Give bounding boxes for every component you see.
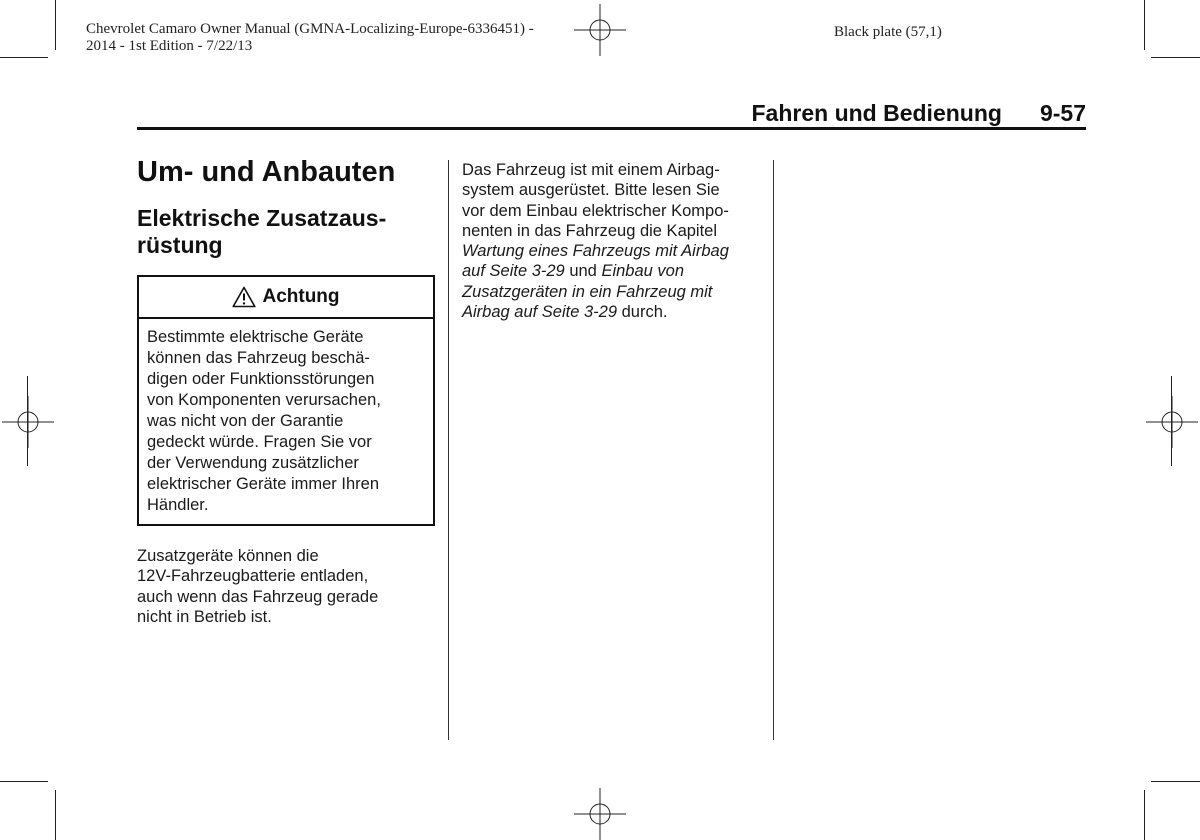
cross-reference-link[interactable]: Wartung eines Fahrzeugs mit Airbag xyxy=(462,242,729,261)
registration-mark-icon xyxy=(574,788,626,840)
header-rule xyxy=(137,127,1086,130)
caution-header xyxy=(139,277,433,319)
edition-line: 2014 - 1st Edition - 7/22/13 xyxy=(86,38,253,54)
print-metadata xyxy=(86,21,534,55)
chapter-title: Fahren und Bedienung xyxy=(751,100,1002,126)
crop-mark xyxy=(1151,781,1200,782)
manual-title-line: Chevrolet Camaro Owner Manual (GMNA-Localizing-Europe-6336451) - xyxy=(86,21,534,37)
crop-mark xyxy=(0,57,48,58)
body-paragraph: Zusatzgeräte können die 12V-Fahrzeugbatterie entladen, auch wenn das Fahrzeug gerade nicht in Betrieb ist. xyxy=(137,547,379,626)
plate-label: Black plate (57,1) xyxy=(834,24,942,40)
body-paragraph: Das Fahrzeug ist mit einem Airbag- system ausgerüstet. Bitte lesen Sie vor dem Einbau elektrischer Kompo- nenten in das Fahrzeug die Kapitel Wartung eines Fahrzeugs mit Airbag auf Seite 3-29 und Einbau von Zusatzgeräten in ein Fahrzeug mit Airbag auf Seite 3-29 durch. xyxy=(462,160,762,322)
crop-mark xyxy=(55,0,56,50)
warning-triangle-icon xyxy=(232,286,256,308)
registration-mark-icon xyxy=(574,4,626,56)
cross-reference-link[interactable]: auf Seite 3-29 xyxy=(462,262,565,281)
column-divider xyxy=(448,160,449,740)
cross-reference-link[interactable]: Airbag auf Seite 3-29 xyxy=(462,303,618,322)
page-number: 9-57 xyxy=(1039,100,1086,126)
caution-box xyxy=(137,275,435,526)
registration-mark-icon xyxy=(2,396,54,448)
crop-mark xyxy=(1171,376,1172,466)
caution-text: Bestimmte elektrische Geräte können das Fahrzeug beschä- digen oder Funktionsstörungen von Komponenten verursachen, was nicht von der Garantie gedeckt würde. Fragen Sie vor der Verwendung zusätzlicher elektrischer Geräte immer Ihren Händler. xyxy=(147,328,381,514)
column-left xyxy=(137,154,435,627)
crop-mark xyxy=(27,376,28,466)
column-middle xyxy=(462,160,762,322)
crop-mark xyxy=(0,781,48,782)
crop-mark xyxy=(55,790,56,840)
crop-mark xyxy=(1144,790,1145,840)
cross-reference-link[interactable]: Zusatzgeräten in ein Fahrzeug mit xyxy=(462,282,713,301)
crop-mark xyxy=(1144,0,1145,50)
caution-title: Achtung xyxy=(262,286,340,307)
section-title: Um- und Anbauten xyxy=(137,156,396,188)
crop-mark xyxy=(1151,57,1200,58)
subsection-title: Elektrische Zusatzaus- rüstung xyxy=(137,205,387,258)
cross-reference-link[interactable]: Einbau von xyxy=(601,262,685,281)
running-head xyxy=(752,100,1087,127)
column-divider xyxy=(773,160,774,740)
registration-mark-icon xyxy=(1146,396,1198,448)
